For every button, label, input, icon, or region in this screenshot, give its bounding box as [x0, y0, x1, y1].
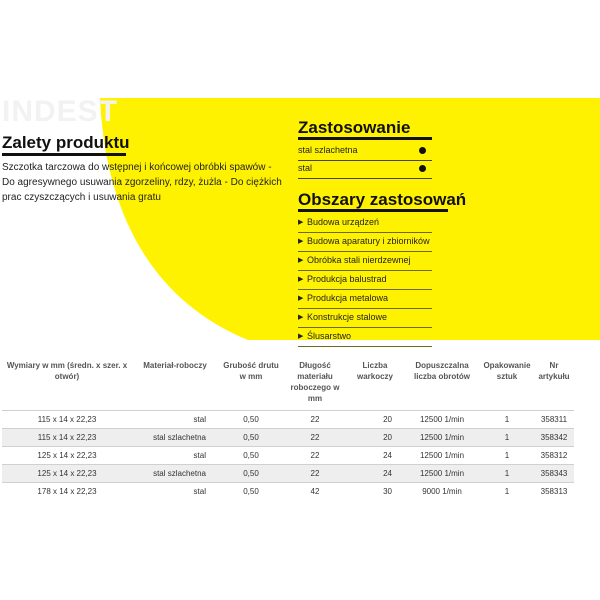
application-row	[298, 142, 432, 161]
cell-braid-count: 20	[346, 429, 404, 447]
triangle-right-icon: ▶	[298, 219, 304, 226]
column-header-package: Opakowanie sztuk	[483, 361, 531, 381]
cell-material: stal szlachetna	[132, 465, 218, 483]
cell-dimensions: 115 x 14 x 22,23	[2, 411, 132, 429]
application-areas-title: Obszary zastosowań	[298, 190, 467, 209]
cell-dimensions: 125 x 14 x 22,23	[2, 447, 132, 465]
bullet-icon	[419, 147, 426, 154]
table-row	[2, 429, 574, 447]
column-header-wire-thickness: Grubość drutu w mm	[223, 361, 279, 381]
product-variants-table	[2, 360, 574, 500]
cell-material: stal szlachetna	[132, 429, 218, 447]
cell-material: stal	[132, 483, 218, 501]
cell-working-length: 22	[284, 465, 346, 483]
column-header-dimensions: Wymiary w mm (średn. x szer. x otwór)	[6, 361, 128, 381]
application-areas-list	[298, 214, 432, 347]
title-underline	[298, 209, 448, 212]
triangle-right-icon: ▶	[298, 257, 304, 264]
cell-package: 1	[480, 447, 534, 465]
cell-max-rpm: 12500 1/min	[404, 429, 480, 447]
title-underline	[298, 137, 432, 140]
cell-article-number: 358343	[534, 465, 574, 483]
table-row	[2, 465, 574, 483]
table-row	[2, 411, 574, 429]
cell-article-number: 358342	[534, 429, 574, 447]
cell-wire-thickness: 0,50	[218, 465, 284, 483]
cell-max-rpm: 12500 1/min	[404, 447, 480, 465]
column-header-max-rpm: Dopuszczalna liczba obrotów	[414, 361, 470, 381]
product-advantages-title: Zalety produktu	[2, 133, 130, 152]
cell-package: 1	[480, 411, 534, 429]
cell-dimensions: 125 x 14 x 22,23	[2, 465, 132, 483]
cell-max-rpm: 12500 1/min	[404, 411, 480, 429]
list-item: ▶ Ślusarstwo	[298, 328, 432, 347]
application-label: stal szlachetna	[298, 145, 358, 155]
column-header-braid-count: Liczba warkoczy	[356, 361, 394, 381]
cell-braid-count: 30	[346, 483, 404, 501]
list-item: ▶ Produkcja metalowa	[298, 290, 432, 309]
cell-wire-thickness: 0,50	[218, 411, 284, 429]
product-description: Szczotka tarczowa do wstępnej i końcowej obróbki spawów - Do agresywnego usuwania zgorzeliny, rdzy, żużla - Do ciężkich prac czyszczących i usuwania gratu	[2, 162, 282, 203]
faded-watermark-text: INDEST	[2, 95, 119, 128]
cell-article-number: 358311	[534, 411, 574, 429]
application-row	[298, 160, 432, 179]
list-item: ▶ Obróbka stali nierdzewnej	[298, 252, 432, 271]
cell-material: stal	[132, 447, 218, 465]
list-item: ▶ Produkcja balustrad	[298, 271, 432, 290]
triangle-right-icon: ▶	[298, 238, 304, 245]
triangle-right-icon: ▶	[298, 314, 304, 321]
table-header-row	[2, 360, 574, 411]
column-header-article-number: Nr artykułu	[538, 361, 570, 381]
application-title: Zastosowanie	[298, 118, 411, 137]
triangle-right-icon: ▶	[298, 276, 304, 283]
title-underline	[2, 153, 126, 156]
cell-max-rpm: 9000 1/min	[404, 483, 480, 501]
triangle-right-icon: ▶	[298, 333, 304, 340]
list-item: ▶ Budowa aparatury i zbiorników	[298, 233, 432, 252]
cell-package: 1	[480, 465, 534, 483]
cell-wire-thickness: 0,50	[218, 429, 284, 447]
cell-braid-count: 24	[346, 447, 404, 465]
cell-dimensions: 178 x 14 x 22,23	[2, 483, 132, 501]
cell-working-length: 22	[284, 429, 346, 447]
application-label: stal	[298, 163, 313, 173]
cell-working-length: 22	[284, 411, 346, 429]
cell-wire-thickness: 0,50	[218, 447, 284, 465]
table-row	[2, 483, 574, 501]
list-item: ▶ Konstrukcje stalowe	[298, 309, 432, 328]
cell-braid-count: 24	[346, 465, 404, 483]
bullet-icon	[419, 165, 426, 172]
column-header-working-length: Długość materiału roboczego w mm	[290, 361, 340, 403]
cell-max-rpm: 12500 1/min	[404, 465, 480, 483]
cell-package: 1	[480, 429, 534, 447]
cell-article-number: 358313	[534, 483, 574, 501]
cell-working-length: 42	[284, 483, 346, 501]
cell-wire-thickness: 0,50	[218, 483, 284, 501]
list-item: ▶ Budowa urządzeń	[298, 214, 432, 233]
cell-working-length: 22	[284, 447, 346, 465]
cell-dimensions: 115 x 14 x 22,23	[2, 429, 132, 447]
cell-braid-count: 20	[346, 411, 404, 429]
column-header-material: Materiał-roboczy	[143, 361, 207, 370]
cell-package: 1	[480, 483, 534, 501]
table-row	[2, 447, 574, 465]
cell-article-number: 358312	[534, 447, 574, 465]
cell-material: stal	[132, 411, 218, 429]
triangle-right-icon: ▶	[298, 295, 304, 302]
